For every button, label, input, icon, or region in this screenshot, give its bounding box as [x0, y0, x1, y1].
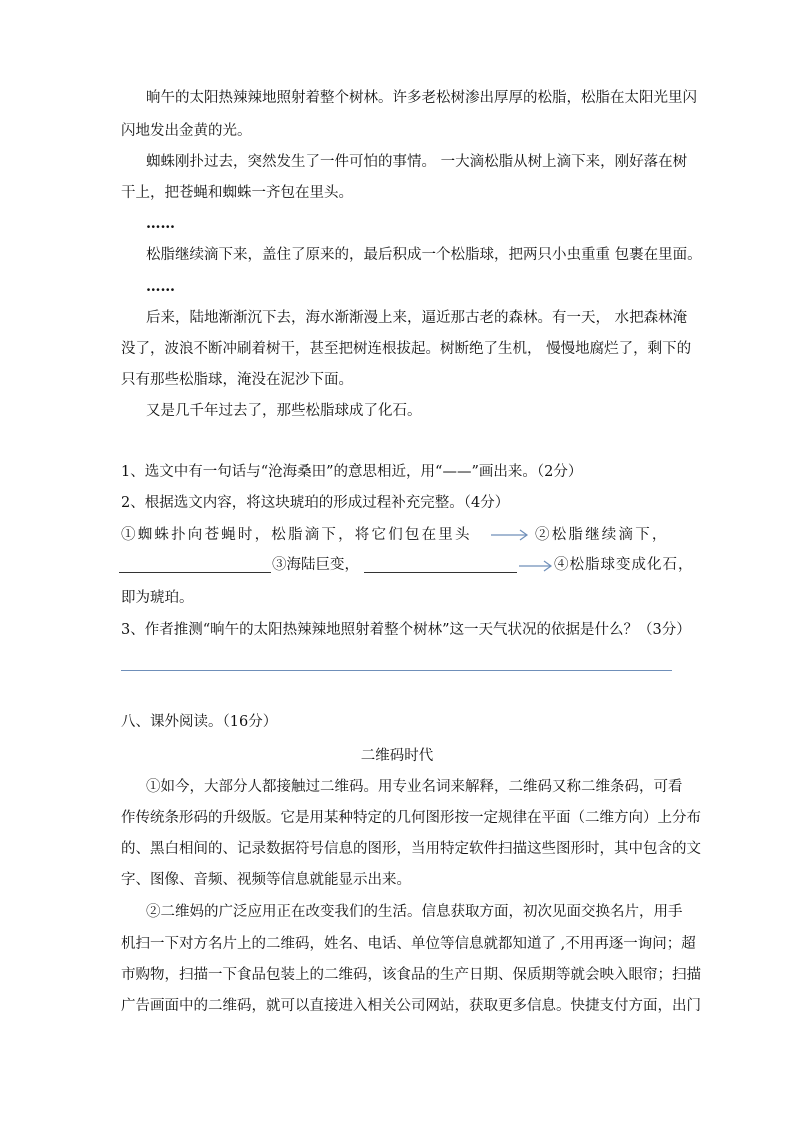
article-title: 二维码时代 [360, 748, 434, 764]
story-line: 闪地发出金黄的光。 [121, 123, 252, 139]
story-line: 没了，波浪不断冲刷着树干，甚至把树连根拔起。树断绝了生机， 慢慢地腐烂了，剩下的 [121, 341, 692, 357]
article-line: 字、图像、音频、视频等信息就能显示出来。 [121, 872, 411, 888]
article-line: 机扫一下对方名片上的二维码，姓名、电话、单位等信息就都知道了 ,不用再逐一询问；超 [121, 936, 696, 952]
question-2: 2、根据选文内容，将这块琥珀的形成过程补充完整。（4分） [121, 495, 510, 511]
article-line: ①如今，大部分人都接触过二维码。用专业名词来解释，二维码又称二维条码，可看 [146, 779, 683, 795]
story-line: 松脂继续滴下来，盖住了原来的，最后积成一个松脂球，把两只小虫重重 包裹在里面。 [146, 247, 702, 263]
step-4: ④松脂球变成化石， [554, 557, 694, 573]
story-line: 晌午的太阳热辣辣地照射着整个树林。许多老松树渗出厚厚的松脂，松脂在太阳光里闪 [146, 90, 697, 106]
answer-blank[interactable] [119, 572, 271, 573]
story-line: 只有那些松脂球，淹没在泥沙下面。 [121, 372, 353, 388]
ellipsis: …… [146, 278, 175, 295]
question-1: 1、选文中有一句话与“沧海桑田”的意思相近，用“——”画出来。（2分） [121, 464, 583, 480]
story-line: 又是几千年过去了，那些松脂球成了化石。 [146, 403, 422, 419]
ellipsis: …… [146, 215, 175, 232]
step-2: ②松脂继续滴下， [535, 527, 669, 543]
story-line: 干上，把苍蝇和蜘蛛一齐包在里头。 [121, 185, 353, 201]
article-line: 的、黑白相间的、记录数据符号信息的图形，当用特定软件扫描这些图形时，其中包含的文 [121, 841, 701, 857]
article-line: 市购物，扫描一下食品包装上的二维码，该食品的生产日期、保质期等就会映入眼帘；扫描 [121, 967, 701, 983]
answer-line[interactable] [121, 670, 672, 671]
arrow-right-icon [518, 559, 554, 573]
story-line: 后来，陆地渐渐沉下去，海水渐渐漫上来，逼近那古老的森林。有一天， 水把森林淹 [146, 310, 688, 326]
section-heading: 八、课外阅读。（16分） [121, 714, 278, 730]
article-line: ②二维妈的广泛应用正在改变我们的生活。信息获取方面，初次见面交换名片，用手 [146, 904, 683, 920]
article-line: 广告画面中的二维码，就可以直接进入相关公司网站，获取更多信息。快捷支付方面，出门 [121, 998, 701, 1014]
article-line: 作传统条形码的升级版。它是用某种特定的几何图形按一定规律在平面（二维方向）上分布 [121, 810, 701, 826]
step-4-continued: 即为琥珀。 [121, 590, 194, 606]
step-3: ③海陆巨变， [272, 557, 359, 573]
question-3: 3、作者推测“晌午的太阳热辣辣地照射着整个树林”这一天气状况的依据是什么？（3分） [121, 622, 691, 638]
step-1: ①蜘蛛扑向苍蝇时，松脂滴下，将它们包在里头 [121, 527, 472, 543]
story-line: 蜘蛛刚扑过去，突然发生了一件可怕的事情。 一大滴松脂从树上滴下来，刚好落在树 [146, 154, 688, 170]
arrow-right-icon [490, 528, 530, 542]
answer-blank[interactable] [364, 572, 517, 573]
